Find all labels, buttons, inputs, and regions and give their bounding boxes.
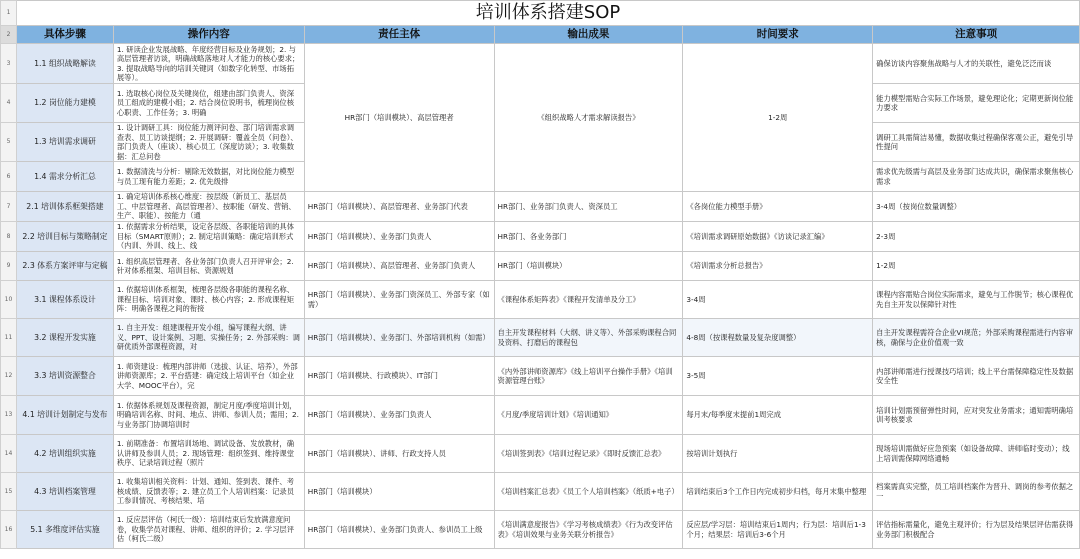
content-text: 1. 依据培训体系框架，梳理各层级各职能的课程名称、课程目标、培训对象、课时、核心内容；2. 形成课程矩阵：明确各课程之间的衔接 — [116, 285, 294, 314]
owner-cell[interactable] — [304, 396, 494, 435]
step-text: 4.2 培训组织实施 — [34, 448, 96, 458]
note-cell[interactable] — [873, 473, 1080, 511]
content-cell[interactable] — [113, 44, 304, 84]
content-cell[interactable] — [113, 357, 304, 396]
content-text: 1. 前期准备：布置培训场地、调试设备、发放教材，确认讲师及参训人员；2. 现场管理：组织签到、维持课堂秩序、记录培训过程（照片 — [116, 439, 294, 468]
content-cell[interactable] — [113, 252, 304, 281]
output-cell[interactable] — [494, 435, 683, 473]
time-cell[interactable] — [683, 222, 873, 252]
step-cell[interactable] — [16, 252, 113, 281]
note-text: 需求优先级需与高层及业务部门达成共识，确保需求聚焦核心需求 — [876, 167, 1074, 186]
time-text: 《各岗位能力模型手册》 — [686, 201, 767, 211]
step-text: 5.1 多维度评估实施 — [30, 524, 100, 534]
time-cell[interactable] — [683, 511, 873, 549]
time-cell[interactable] — [683, 357, 873, 396]
row-number[interactable]: 2 — [1, 26, 17, 44]
table-row — [1, 192, 1080, 222]
output-cell[interactable] — [494, 44, 683, 192]
header-owner[interactable]: 责任主体 — [304, 26, 494, 44]
output-text: 《培训满意度报告》《学习考核成绩表》《行为改变评估表》《培训效果与业务关联分析报告》 — [497, 520, 673, 539]
table-row — [1, 357, 1080, 396]
note-text: 确保访谈内容聚焦战略与人才的关联性，避免泛泛而谈 — [876, 58, 1052, 68]
step-cell[interactable] — [16, 319, 113, 357]
content-text: 1. 自主开发：组建课程开发小组，编写课程大纲、讲义、PPT、设计案例、习题、实操任务；2. 外部采购：调研优质外部课程资源，对 — [116, 323, 300, 352]
output-text: 自主开发课程材料（大纲、讲义等）、外部采购课程合同及资料、打磨后的课程包 — [497, 328, 677, 347]
owner-text: HR部门（培训模块）、业务部门负责人 — [307, 231, 432, 241]
content-text: 1. 依据需求分析结果，设定各层级、各职能培训的具体目标（SMART原则）；2. 制定培训策略：确定培训形式（内训、外训、线上、线 — [116, 222, 294, 251]
note-cell[interactable] — [873, 281, 1080, 319]
owner-cell[interactable] — [304, 511, 494, 549]
output-text: HR部门（培训模块） — [497, 261, 567, 271]
header-note[interactable]: 注意事项 — [873, 26, 1080, 44]
note-text: 培训计划需预留弹性时间，应对突发业务需求；通知需明确培训考核要求 — [876, 405, 1074, 424]
note-cell[interactable] — [873, 162, 1080, 192]
owner-text: HR部门（培训模块）、业务部门资深员工、外部专家（如需） — [307, 290, 490, 309]
owner-text: HR部门（培训模块）、高层管理者、业务部门代表 — [307, 201, 468, 211]
content-cell[interactable] — [113, 281, 304, 319]
note-text: 能力模型需贴合实际工作场景，避免理论化；定期更新岗位能力要求 — [876, 93, 1074, 112]
step-cell[interactable] — [16, 44, 113, 84]
content-cell[interactable] — [113, 192, 304, 222]
owner-cell[interactable] — [304, 435, 494, 473]
time-cell[interactable] — [683, 192, 873, 222]
content-cell[interactable] — [113, 435, 304, 473]
note-cell[interactable] — [873, 192, 1080, 222]
content-cell[interactable] — [113, 222, 304, 252]
owner-cell[interactable] — [304, 357, 494, 396]
output-text: 《组织战略人才需求解读报告》 — [537, 112, 640, 122]
output-cell[interactable] — [494, 396, 683, 435]
step-text: 1.1 组织战略解读 — [34, 58, 96, 68]
time-text: 《培训需求分析总报告》 — [686, 261, 767, 271]
owner-text: HR部门（培训模块） — [307, 486, 377, 496]
step-cell[interactable] — [16, 473, 113, 511]
note-cell[interactable] — [873, 252, 1080, 281]
step-cell[interactable] — [16, 123, 113, 162]
note-cell[interactable] — [873, 435, 1080, 473]
content-cell[interactable] — [113, 319, 304, 357]
owner-text: HR部门（培训模块）、高层管理者、业务部门负责人 — [307, 261, 476, 271]
row-number[interactable]: 1 — [1, 1, 17, 26]
content-cell[interactable] — [113, 396, 304, 435]
step-cell[interactable] — [16, 222, 113, 252]
row-number[interactable]: 12 — [1, 357, 17, 396]
time-text: 1-2周 — [768, 112, 788, 122]
content-cell[interactable] — [113, 511, 304, 549]
page-title[interactable]: 培训体系搭建SOP — [16, 1, 1079, 26]
content-text: 1. 选取核心岗位及关键岗位，组建由部门负责人、资深员工组成的建模小组；2. 结合岗位说明书，梳理岗位核心职责、工作任务；3. 明确 — [116, 88, 294, 117]
row-number[interactable]: 16 — [1, 511, 17, 549]
content-cell[interactable] — [113, 473, 304, 511]
row-number[interactable]: 5 — [1, 123, 17, 162]
step-text: 3.2 课程开发实施 — [34, 332, 96, 342]
row-number[interactable]: 15 — [1, 473, 17, 511]
time-cell[interactable] — [683, 252, 873, 281]
output-cell[interactable] — [494, 357, 683, 396]
row-number[interactable]: 9 — [1, 252, 17, 281]
step-cell[interactable] — [16, 357, 113, 396]
step-text: 4.3 培训档案管理 — [34, 486, 96, 496]
output-text: 《培训档案汇总表》《员工个人培训档案》（纸质+电子） — [497, 486, 679, 496]
note-text: 现场培训需做好应急预案（如设备故障、讲师临时变动）；线上培训需保障网络通畅 — [876, 444, 1070, 463]
row-number[interactable]: 13 — [1, 396, 17, 435]
row-number[interactable]: 14 — [1, 435, 17, 473]
content-text: 1. 研读企业发展战略、年度经营目标及业务规划；2. 与高层管理者访谈，明确战略落地对人才能力的核心要求；3. 提取战略导向的培训关键词（如数字化转型、市场拓展等）。 — [116, 44, 300, 82]
output-cell[interactable] — [494, 192, 683, 222]
note-text: 自主开发课程需符合企业VI规范；外部采购课程需进行内容审核，确保与企业价值观一致 — [876, 328, 1074, 347]
content-text: 1. 收集培训相关资料：计划、通知、签到表、课件、考核成绩、反馈表等；2. 建立员工个人培训档案：记录员工参训情况、考核结果、培 — [116, 477, 294, 506]
output-text: 《内外部讲师资源库》《线上培训平台操作手册》《培训资源管理台账》 — [497, 366, 673, 385]
time-text: 3-4周 — [686, 294, 706, 304]
content-text: 1. 师资建设：梳理内部讲师（选拔、认证、培养），外部讲师资源库；2. 平台搭建：确定线上培训平台（如企业大学、MOOC平台），完 — [116, 361, 298, 390]
row-number[interactable]: 4 — [1, 84, 17, 123]
owner-text: HR部门（培训模块、行政模块）、IT部门 — [307, 371, 438, 381]
header-content[interactable]: 操作内容 — [113, 26, 304, 44]
owner-cell[interactable] — [304, 222, 494, 252]
table-row — [1, 396, 1080, 435]
header-step[interactable]: 具体步骤 — [16, 26, 113, 44]
output-cell[interactable] — [494, 222, 683, 252]
row-number[interactable]: 6 — [1, 162, 17, 192]
time-text: 4-8周（按课程数量及复杂度调整） — [686, 332, 801, 342]
output-cell[interactable] — [494, 252, 683, 281]
output-cell[interactable] — [494, 473, 683, 511]
content-cell[interactable] — [113, 123, 304, 162]
table-row — [1, 435, 1080, 473]
content-text: 1. 依据体系规划及课程资源，制定月度/季度培训计划，明确培训名称、时间、地点、讲师、参训人员；需用；2. 与业务部门协调培训时 — [116, 400, 299, 429]
title-row — [1, 1, 1080, 26]
owner-cell[interactable] — [304, 252, 494, 281]
output-cell[interactable] — [494, 511, 683, 549]
table-row — [1, 252, 1080, 281]
row-number[interactable]: 7 — [1, 192, 17, 222]
step-text: 2.1 培训体系框架搭建 — [26, 201, 104, 211]
table-row — [1, 222, 1080, 252]
owner-text: HR部门（培训模块）、业务部门、外部培训机构（如需） — [307, 332, 490, 342]
step-cell[interactable] — [16, 192, 113, 222]
row-number[interactable]: 3 — [1, 44, 17, 84]
step-cell[interactable] — [16, 162, 113, 192]
content-text: 1. 数据清洗与分析：剔除无效数据，对比岗位能力模型与员工现有能力差距；2. 优先级排 — [116, 167, 294, 186]
owner-cell[interactable] — [304, 473, 494, 511]
note-text: 档案需真实完整，员工培训档案作为晋升、调岗的参考依据之一 — [876, 482, 1074, 501]
content-cell[interactable] — [113, 84, 304, 123]
note-text: 2-3周 — [876, 231, 896, 241]
step-text: 1.4 需求分析汇总 — [34, 171, 96, 181]
time-cell[interactable] — [683, 435, 873, 473]
note-text: 内部讲师需进行授课技巧培训；线上平台需保障稳定性及数据安全性 — [876, 366, 1074, 385]
note-text: 调研工具需简洁易懂，数据收集过程确保客观公正，避免引导性提问 — [876, 132, 1074, 151]
step-text: 1.3 培训需求调研 — [34, 137, 96, 147]
owner-cell[interactable] — [304, 44, 494, 192]
header-row — [1, 26, 1080, 44]
time-cell[interactable] — [683, 473, 873, 511]
time-text: 按培训计划执行 — [686, 448, 738, 458]
time-cell[interactable] — [683, 396, 873, 435]
step-cell[interactable] — [16, 511, 113, 549]
table-row — [1, 281, 1080, 319]
output-cell[interactable] — [494, 281, 683, 319]
row-number[interactable]: 8 — [1, 222, 17, 252]
step-cell[interactable] — [16, 281, 113, 319]
content-cell[interactable] — [113, 162, 304, 192]
content-text: 1. 反应层评估（柯氏一级）：培训结束后发放满意度问卷，收集学员对课程、讲师、组织的评价；2. 学习层评估（柯氏二级） — [116, 515, 294, 544]
row-number[interactable]: 10 — [1, 281, 17, 319]
output-text: 《培训签到表》《培训过程记录》《即时反馈汇总表》 — [497, 448, 666, 458]
time-text: 每月末/每季度末提前1周完成 — [686, 410, 782, 420]
time-cell[interactable] — [683, 281, 873, 319]
note-cell[interactable] — [873, 511, 1080, 549]
time-cell[interactable] — [683, 44, 873, 192]
content-text: 1. 设计调研工具：岗位能力测评问卷、部门培训需求调查表、员工访谈提纲；2. 开展调研：覆盖全员（问卷）、部门负责人（座谈）、核心员工（深度访谈）；3. 收集数据：汇总问卷 — [116, 123, 298, 161]
note-text: 评估指标需量化，避免主观评价；行为层及结果层评估需获得业务部门积极配合 — [876, 520, 1074, 539]
note-text: 3-4周（按岗位数量调整） — [876, 201, 962, 211]
note-cell[interactable] — [873, 222, 1080, 252]
note-text: 课程内容需贴合岗位实际需求，避免与工作脱节；核心课程优先自主开发以保障针对性 — [876, 290, 1074, 309]
step-text: 4.1 培训计划制定与发布 — [22, 410, 108, 420]
time-text: 反应层/学习层：培训结束后1周内；行为层：培训后1-3个月；结果层：培训后3-6个月 — [686, 520, 866, 539]
header-output[interactable]: 输出成果 — [494, 26, 683, 44]
row-number[interactable]: 11 — [1, 319, 17, 357]
step-text: 3.3 培训资源整合 — [34, 371, 96, 381]
step-cell[interactable] — [16, 435, 113, 473]
step-text: 3.1 课程体系设计 — [34, 294, 96, 304]
note-cell[interactable] — [873, 319, 1080, 357]
output-text: 《课程体系矩阵表》《课程开发清单及分工》 — [497, 294, 640, 304]
step-text: 2.2 培训目标与策略制定 — [22, 231, 108, 241]
note-cell[interactable] — [873, 44, 1080, 84]
step-text: 1.2 岗位能力建模 — [34, 98, 96, 108]
owner-text: HR部门（培训模块）、业务部门负责人、参训员工上级 — [307, 524, 483, 534]
note-cell[interactable] — [873, 396, 1080, 435]
time-cell[interactable] — [683, 319, 873, 357]
header-time[interactable]: 时间要求 — [683, 26, 873, 44]
step-cell[interactable] — [16, 396, 113, 435]
note-cell[interactable] — [873, 84, 1080, 123]
output-cell[interactable] — [494, 319, 683, 357]
owner-cell[interactable] — [304, 281, 494, 319]
owner-cell[interactable] — [304, 319, 494, 357]
owner-text: HR部门（培训模块）、高层管理者 — [344, 112, 454, 122]
note-cell[interactable] — [873, 357, 1080, 396]
output-text: HR部门、业务部门负责人、资深员工 — [497, 201, 618, 211]
note-cell[interactable] — [873, 123, 1080, 162]
table-row — [1, 44, 1080, 84]
content-text: 1. 确定培训体系核心维度：按层级（新员工、基层员工、中层管理者、高层管理者）、按职能（研发、营销、生产、职能）、按能力（通 — [116, 192, 296, 221]
note-text: 1-2周 — [876, 261, 896, 271]
step-text: 2.3 体系方案评审与定稿 — [22, 261, 108, 271]
table-row — [1, 511, 1080, 549]
table-row — [1, 319, 1080, 357]
step-cell[interactable] — [16, 84, 113, 123]
time-text: 《培训需求调研原始数据》《访谈记录汇编》 — [686, 231, 829, 241]
owner-text: HR部门（培训模块）、业务部门负责人 — [307, 410, 432, 420]
output-text: 《月度/季度培训计划》《培训通知》 — [497, 410, 614, 420]
owner-text: HR部门（培训模块）、讲师、行政支持人员 — [307, 448, 446, 458]
time-text: 3-5周 — [686, 371, 706, 381]
output-text: HR部门、各业务部门 — [497, 231, 567, 241]
time-text: 培训结束后3个工作日内完成初步归档，每月末集中整理 — [686, 486, 867, 496]
owner-cell[interactable] — [304, 192, 494, 222]
table-row — [1, 473, 1080, 511]
content-text: 1. 组织高层管理者、各业务部门负责人召开评审会；2. 针对体系框架、培训目标、资源规划 — [116, 256, 294, 275]
